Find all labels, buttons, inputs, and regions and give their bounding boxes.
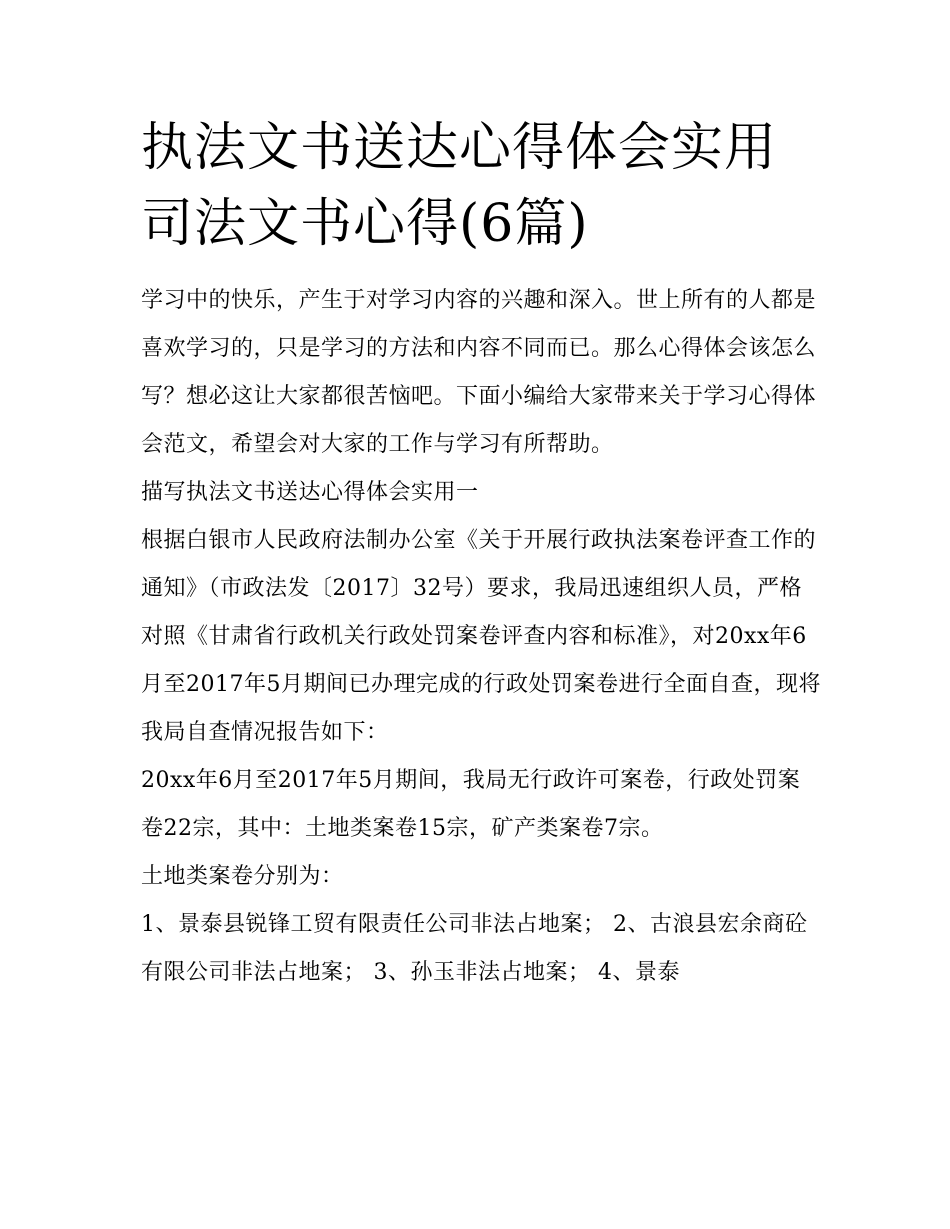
- intro-paragraph: 学习中的快乐，产生于对学习内容的兴趣和深入。世上所有的人都是喜欢学习的，只是学习的方法和内容不同而已。那么心得体会该怎么写？想必这让大家都很苦恼吧。下面小编给大家带来关于学习心得体会范文，希望会对大家的工作与学习有所帮助。: [141, 288, 817, 457]
- body-paragraph: 1、景泰县锐锋工贸有限责任公司非法占地案； 2、古浪县宏余商砼有限公司非法占地案； 3、孙玉非法占地案； 4、景泰: [141, 912, 808, 985]
- body-paragraph: 土地类案卷分别为：: [141, 864, 344, 889]
- section-heading: 描写执法文书送达心得体会实用一: [141, 480, 479, 505]
- body-paragraph: 20xx年6月至2017年5月期间，我局无行政许可案卷，行政处罚案卷22宗，其中：土地类案卷15宗，矿产类案卷7宗。: [141, 768, 801, 841]
- document-title: 执法文书送达心得体会实用 司法文书心得(6篇): [141, 118, 778, 254]
- document-body: [141, 277, 821, 997]
- body-paragraph: 根据白银市人民政府法制办公室《关于开展行政执法案卷评查工作的通知》（市政法发〔2017〕32号）要求，我局迅速组织人员，严格对照《甘肃省行政机关行政处罚案卷评查内容和标准》，对20xx年6月至2017年5月期间已办理完成的行政处罚案卷进行全面自查，现将我局自查情况报告如下：: [141, 528, 821, 745]
